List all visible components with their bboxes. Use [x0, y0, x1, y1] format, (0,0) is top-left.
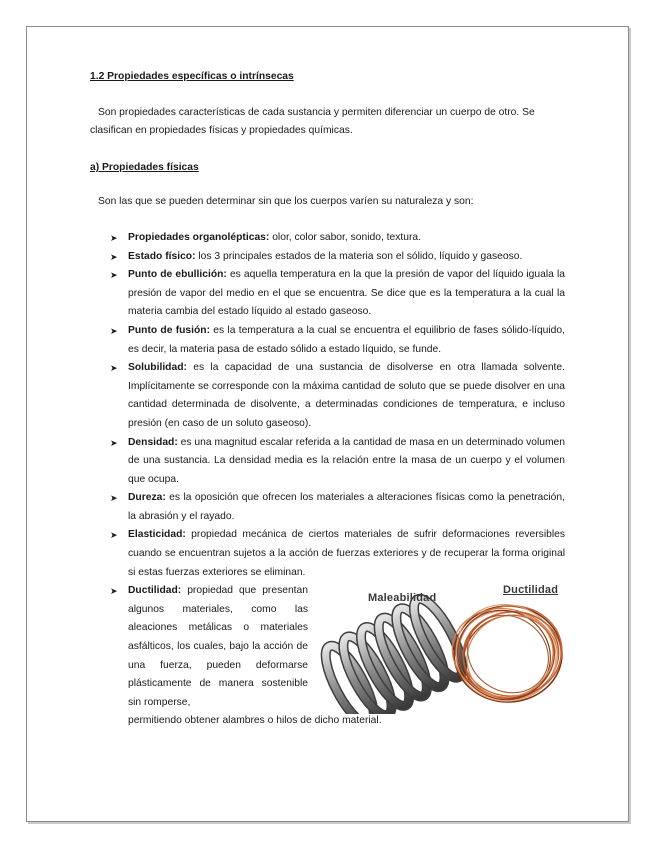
list-item: ➤ Propiedades organolépticas: olor, color sabor, sonido, textura.	[90, 229, 565, 248]
subsection-title: a) Propiedades físicas	[90, 161, 199, 173]
bullet-arrow-icon: ➤	[110, 437, 118, 448]
bullet-arrow-icon: ➤	[110, 493, 118, 504]
bullet-arrow-icon: ➤	[110, 586, 118, 597]
malleability-ductility-illustration	[305, 582, 567, 714]
list-item: ➤ Solubilidad: es la capacidad de una sustancia de disolverse en otra llamada solvente. Implícitamente se corresponde con la máxima cantidad de soluto que se puede disolver en una cantidad determinada de disolvente, a determinadas condiciones de temperatura, e incluso presión (en caso de un soluto gaseoso).	[90, 359, 565, 433]
subsection-intro: Son las que se pueden determinar sin que los cuerpos varíen su naturaleza y son:	[98, 196, 474, 208]
list-item: ➤ Punto de fusión: es la temperatura a la cual se encuentra el equilibrio de fases sólido-líquido, es decir, la materia pasa de estado sólido a estado líquido, se funde.	[90, 322, 565, 359]
list-item: ➤ Estado físico: los 3 principales estados de la materia son el sólido, líquido y gaseoso.	[90, 248, 565, 267]
bullet-arrow-icon: ➤	[110, 232, 118, 243]
bullet-arrow-icon: ➤	[110, 363, 118, 374]
intro-paragraph: Son propiedades características de cada sustancia y permiten diferenciar un cuerpo de otro. Se clasifican en propiedades físicas y propiedades químicas.	[90, 106, 535, 137]
section-title: 1.2 Propiedades específicas o intrínsecas	[90, 71, 294, 82]
ductility-text: Ductilidad: propiedad que presentan algunos materiales, como las aleaciones metálicas o materiales asfálticos, los cuales, bajo la acción de una fuerza, pueden deformarse plásticamente de manera sostenible sin romperse,	[128, 585, 308, 708]
ductility-continuation: permitiendo obtener alambres o hilos de dicho material.	[128, 715, 382, 727]
list-item: ➤ Dureza: es la oposición que ofrecen los materiales a alteraciones físicas como la penetración, la abrasión y el rayado.	[90, 489, 565, 526]
list-item: ➤ Elasticidad: propiedad mecánica de ciertos materiales de sufrir deformaciones reversibles cuando se encuentran sujetos a la acción de fuerzas exteriores y de recuperar la forma original si estas fuerzas exteriores se eliminan.	[90, 526, 565, 582]
bullet-arrow-icon: ➤	[110, 270, 118, 281]
malleability-label: Maleabilidad	[368, 592, 437, 604]
bullet-arrow-icon: ➤	[110, 325, 118, 336]
ductility-label: Ductilidad	[503, 584, 559, 596]
bullet-arrow-icon: ➤	[110, 251, 118, 262]
list-item: ➤ Densidad: es una magnitud escalar referida a la cantidad de masa en un determinado volumen de una sustancia. La densidad media es la relación entre la masa de un cuerpo y el volumen que ocupa.	[90, 434, 565, 490]
list-item: ➤ Punto de ebullición: es aquella temperatura en la que la presión de vapor del líquido iguala la presión de vapor del medio en el que se encuentra. Se dice que es la temperatura a la cual la materia cambia del estado líquido al estado gaseoso.	[90, 266, 565, 322]
bullet-arrow-icon: ➤	[110, 530, 118, 541]
steel-spring-image	[317, 593, 471, 714]
